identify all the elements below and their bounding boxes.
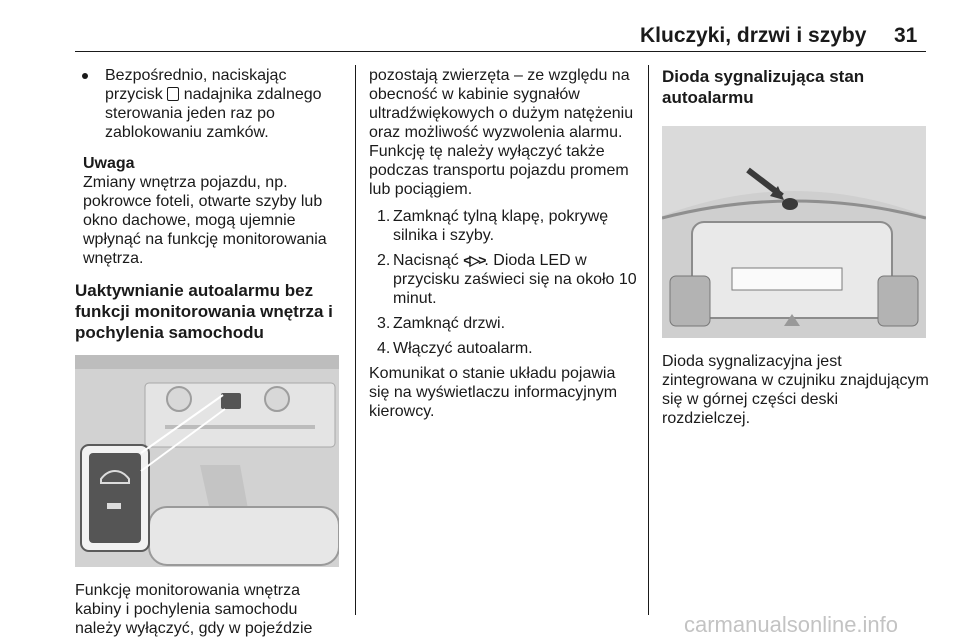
outro-paragraph: Komunikat o stanie układu pojawia się na wyświetlaczu informacyjnym kierowcy. (369, 365, 618, 420)
note-title: Uwaga (83, 155, 135, 172)
note-block (75, 154, 343, 268)
list-item (369, 251, 637, 308)
bullet-dot (82, 73, 88, 79)
step-text-after: . Dioda LED w przycisku zaświeci się na około 10 minut. (393, 252, 637, 307)
intro-paragraph: pozostają zwierzęta – ze względu na obecność w kabinie sygnałów ultradźwiękowych o dużym natężeniu oraz możliwość wyzwolenia alarmu. Funkcję tę należy wyłączyć także podczas transportu pojazdu promem lub pociągiem. (369, 67, 634, 198)
page-number: 31 (894, 24, 918, 47)
list-item (369, 314, 637, 333)
step-text-before: Nacisnąć (393, 252, 459, 269)
section-heading: Dioda sygnalizująca stan autoalarmu (662, 67, 865, 107)
mirror-button-figure (75, 355, 339, 567)
dashboard-led-figure (662, 126, 926, 338)
list-item (369, 207, 637, 245)
note-text: Zmiany wnętrza pojazdu, np. pokrowce foteli, otwarte szyby lub okno dachowe, mogą ujemnie wpłynąć na funkcję monitorowania wnętrza. (83, 174, 327, 267)
figure-caption: Dioda sygnalizacyjna jest zintegrowana w czujniku znajdującym się w górnej części deski rozdzielczej. (662, 353, 929, 427)
step-text: Włączyć autoalarm. (393, 340, 533, 357)
page-header-title: Kluczyki, drzwi i szyby (640, 24, 867, 47)
column-2 (369, 66, 637, 421)
column-3 (662, 66, 930, 428)
header-rule (75, 51, 926, 52)
column-divider-1 (355, 65, 356, 615)
bullet-text-before: Bezpośrednio, naciskając przycisk (105, 67, 287, 103)
step-number: 4. (377, 340, 391, 357)
step-number: 2. (377, 252, 391, 269)
figure-caption: Funkcję monitorowania wnętrza kabiny i pochylenia samochodu należy wyłączyć, gdy w pojeździe (75, 582, 313, 637)
dashboard-illustration (662, 126, 926, 338)
section-heading: Uaktywnianie autoalarmu bez funkcji monitorowania wnętrza i pochylenia samochodu (75, 281, 333, 342)
lock-icon (167, 87, 179, 101)
step-text: Zamknąć tylną klapę, pokrywę silnika i szyby. (393, 208, 609, 244)
mirror-button-illustration (75, 355, 339, 567)
column-1 (75, 66, 343, 638)
step-text: Zamknąć drzwi. (393, 315, 506, 332)
car-alarm-icon: <▷> (463, 252, 485, 268)
list-item (369, 339, 637, 358)
step-number: 1. (377, 208, 391, 225)
bullet-text-after: nadajnika zdalnego sterowania jeden raz po zablokowaniu zamków. (105, 86, 322, 141)
watermark: carmanualsonline.info (684, 612, 899, 637)
step-number: 3. (377, 315, 391, 332)
column-divider-2 (648, 65, 649, 615)
bullet-item (75, 66, 343, 142)
steps-list (369, 207, 637, 358)
